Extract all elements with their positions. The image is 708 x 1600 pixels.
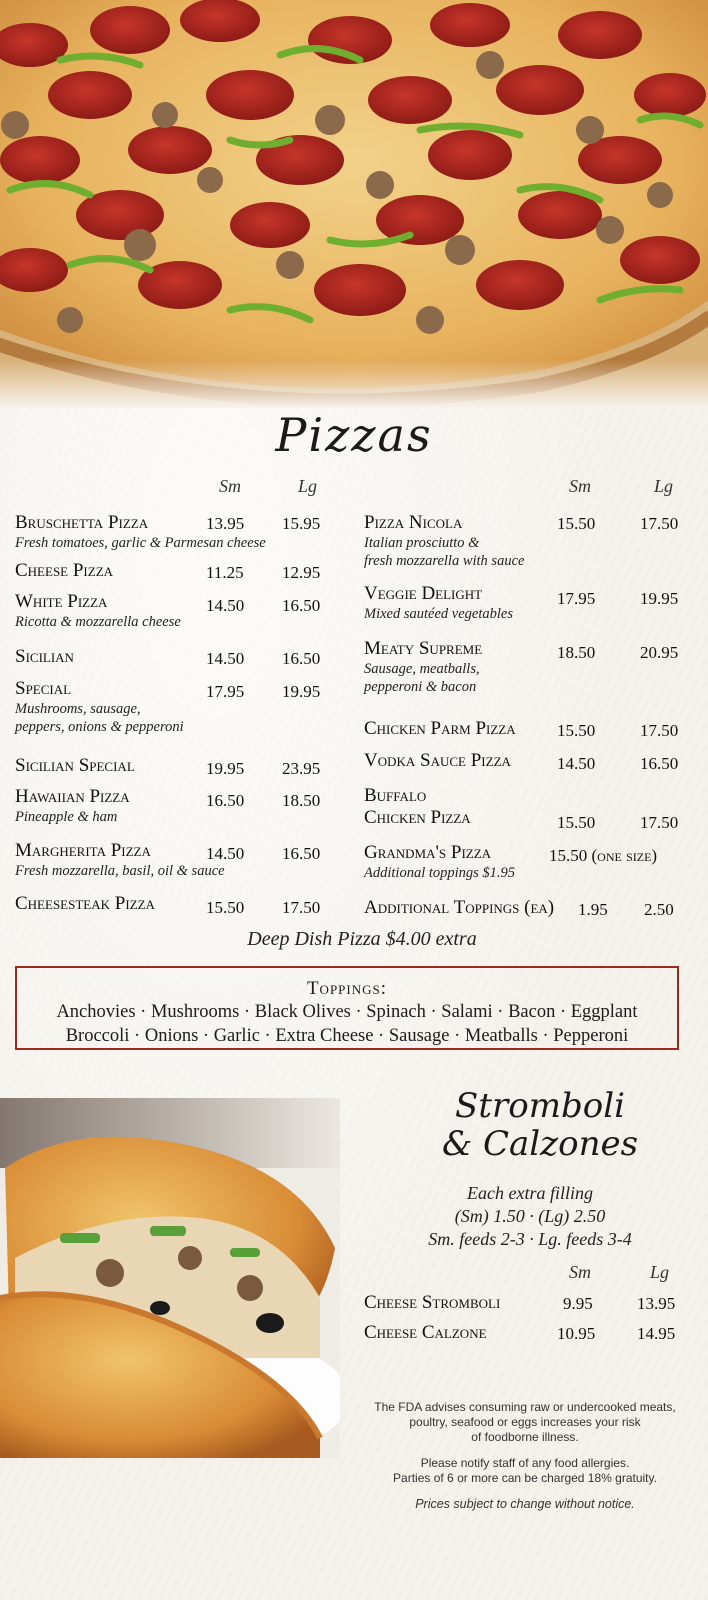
menu-item [15, 755, 135, 777]
item-name: Sicilian Special [15, 755, 135, 776]
item-name: Chicken Parm Pizza [364, 718, 516, 739]
menu-item [364, 750, 511, 772]
fda-line-3: of foodborne illness. [471, 1430, 579, 1444]
extra-filling-prices: (Sm) 1.50 · (Lg) 2.50 [454, 1206, 606, 1226]
item-desc: pepperoni & bacon [364, 679, 477, 695]
menu-item [364, 1292, 500, 1314]
price-sm: 9.95 [563, 1294, 593, 1313]
item-desc: Fresh mozzarella, basil, oil & sauce [15, 863, 225, 879]
price-lg: 16.50 [282, 844, 321, 863]
menu-item [15, 786, 130, 826]
item-name: Additional Toppings (ea) [364, 897, 555, 918]
item-name: Bruschetta Pizza [15, 512, 149, 533]
menu-item [364, 897, 554, 919]
calzone-illustration [0, 1098, 340, 1458]
item-name: Cheese Pizza [15, 560, 114, 581]
menu-item [364, 842, 515, 882]
item-desc: fresh mozzarella with sauce [364, 553, 525, 569]
price-sm: 13.95 [206, 514, 245, 533]
menu-item [364, 638, 482, 696]
price-lg: 15.95 [282, 514, 321, 533]
price-sm: 15.50 [557, 721, 596, 740]
stromboli-sm-header: Sm [569, 1262, 591, 1282]
price-lg: 2.50 [644, 900, 674, 919]
item-name: Buffalo [364, 785, 427, 806]
prices-note: Prices subject to change without notice. [415, 1497, 635, 1511]
price-sm: 16.50 [206, 791, 245, 810]
item-desc: Mushrooms, sausage, [15, 701, 141, 717]
toppings-box [15, 966, 679, 1050]
pizza-illustration [0, 0, 708, 408]
price-sm: 14.50 [206, 844, 245, 863]
menu-item [364, 785, 471, 829]
item-name: Grandma's Pizza [364, 842, 492, 863]
fda-line-2: poultry, seafood or eggs increases your risk [409, 1415, 641, 1429]
fda-line-1: The FDA advises consuming raw or undercooked meats, [374, 1400, 676, 1414]
feeds-note: Sm. feeds 2-3 · Lg. feeds 3-4 [428, 1229, 632, 1249]
menu-item [15, 591, 181, 631]
deep-dish-note: Deep Dish Pizza $4.00 extra [247, 928, 477, 950]
price-lg: 16.50 [282, 649, 321, 668]
price-sm: 15.50 [557, 514, 596, 533]
item-desc: peppers, onions & pepperoni [15, 719, 184, 735]
item-name-line2: Chicken Pizza [364, 807, 471, 828]
price-single: 15.50 (one size) [549, 846, 658, 865]
price-sm: 15.50 [557, 813, 596, 832]
price-lg: 20.95 [640, 643, 679, 662]
item-desc: Pineapple & ham [15, 809, 118, 825]
price-lg: 23.95 [282, 759, 321, 778]
toppings-title: Toppings: [306, 978, 388, 999]
menu-item [15, 560, 113, 582]
left-col-sm-header: Sm [219, 476, 241, 496]
price-sm: 19.95 [206, 759, 245, 778]
menu-item [364, 512, 524, 570]
pizzas-heading: Pizzas [275, 408, 433, 462]
item-name: Sicilian [15, 646, 74, 667]
calzone-photo [0, 1098, 340, 1458]
item-name: Margherita Pizza [15, 840, 151, 861]
toppings-line-1: Anchovies · Mushrooms · Black Olives · Spinach · Salami · Bacon · Eggplant [56, 1002, 638, 1022]
price-sm: 18.50 [557, 643, 596, 662]
price-lg: 19.95 [640, 589, 679, 608]
item-desc: Ricotta & mozzarella cheese [15, 614, 181, 630]
price-lg: 17.50 [640, 721, 679, 740]
menu-item [15, 893, 155, 915]
price-lg: 12.95 [282, 563, 321, 582]
price-sm: 14.50 [206, 596, 245, 615]
item-desc: Mixed sautéed vegetables [364, 606, 513, 622]
price-lg: 16.50 [640, 754, 679, 773]
item-desc: Sausage, meatballs, [364, 661, 480, 677]
toppings-line-2: Broccoli · Onions · Garlic · Extra Cheese · Sausage · Meatballs · Pepperoni [65, 1026, 629, 1046]
gratuity-note: Parties of 6 or more can be charged 18% gratuity. [393, 1471, 657, 1485]
price-lg: 17.50 [640, 813, 679, 832]
allergy-note: Please notify staff of any food allergies. [420, 1456, 630, 1470]
stromboli-lg-header: Lg [650, 1262, 670, 1282]
right-col-sm-header: Sm [569, 476, 591, 496]
extra-filling-note: Each extra filling [467, 1183, 593, 1203]
menu-item [15, 840, 225, 880]
price-sm: 11.25 [206, 563, 244, 582]
menu-item [15, 678, 184, 736]
price-sm: 14.50 [557, 754, 596, 773]
price-lg: 14.95 [637, 1324, 676, 1343]
menu-item [364, 583, 513, 623]
price-sm: 14.50 [206, 649, 245, 668]
item-name: White Pizza [15, 591, 108, 612]
right-col-lg-header: Lg [654, 476, 674, 496]
price-lg: 16.50 [282, 596, 321, 615]
price-sm: 10.95 [557, 1324, 596, 1343]
calzones-heading: & Calzones [441, 1124, 639, 1164]
price-sm: 15.50 [206, 898, 245, 917]
item-name: Vodka Sauce Pizza [364, 750, 511, 771]
price-lg: 19.95 [282, 682, 321, 701]
left-col-lg-header: Lg [298, 476, 318, 496]
menu-item [364, 718, 516, 740]
price-lg: 13.95 [637, 1294, 676, 1313]
item-name: Cheesesteak Pizza [15, 893, 155, 914]
menu-item [15, 646, 74, 668]
price-sm: 1.95 [578, 900, 608, 919]
item-name: Special [15, 678, 72, 699]
item-name: Cheese Calzone [364, 1322, 487, 1343]
item-name: Cheese Stromboli [364, 1292, 501, 1313]
item-name: Pizza Nicola [364, 512, 463, 533]
price-sm: 17.95 [557, 589, 596, 608]
item-desc: Fresh tomatoes, garlic & Parmesan cheese [15, 535, 266, 551]
price-lg: 17.50 [282, 898, 321, 917]
stromboli-heading: Stromboli [455, 1086, 625, 1126]
item-name: Meaty Supreme [364, 638, 483, 659]
price-lg: 17.50 [640, 514, 679, 533]
price-sm: 17.95 [206, 682, 245, 701]
item-name: Veggie Delight [364, 583, 483, 604]
menu-item [364, 1322, 487, 1344]
pizza-photo [0, 0, 708, 408]
item-desc: Additional toppings $1.95 [364, 865, 516, 881]
item-desc: Italian prosciutto & [364, 535, 480, 551]
price-lg: 18.50 [282, 791, 321, 810]
item-name: Hawaiian Pizza [15, 786, 130, 807]
